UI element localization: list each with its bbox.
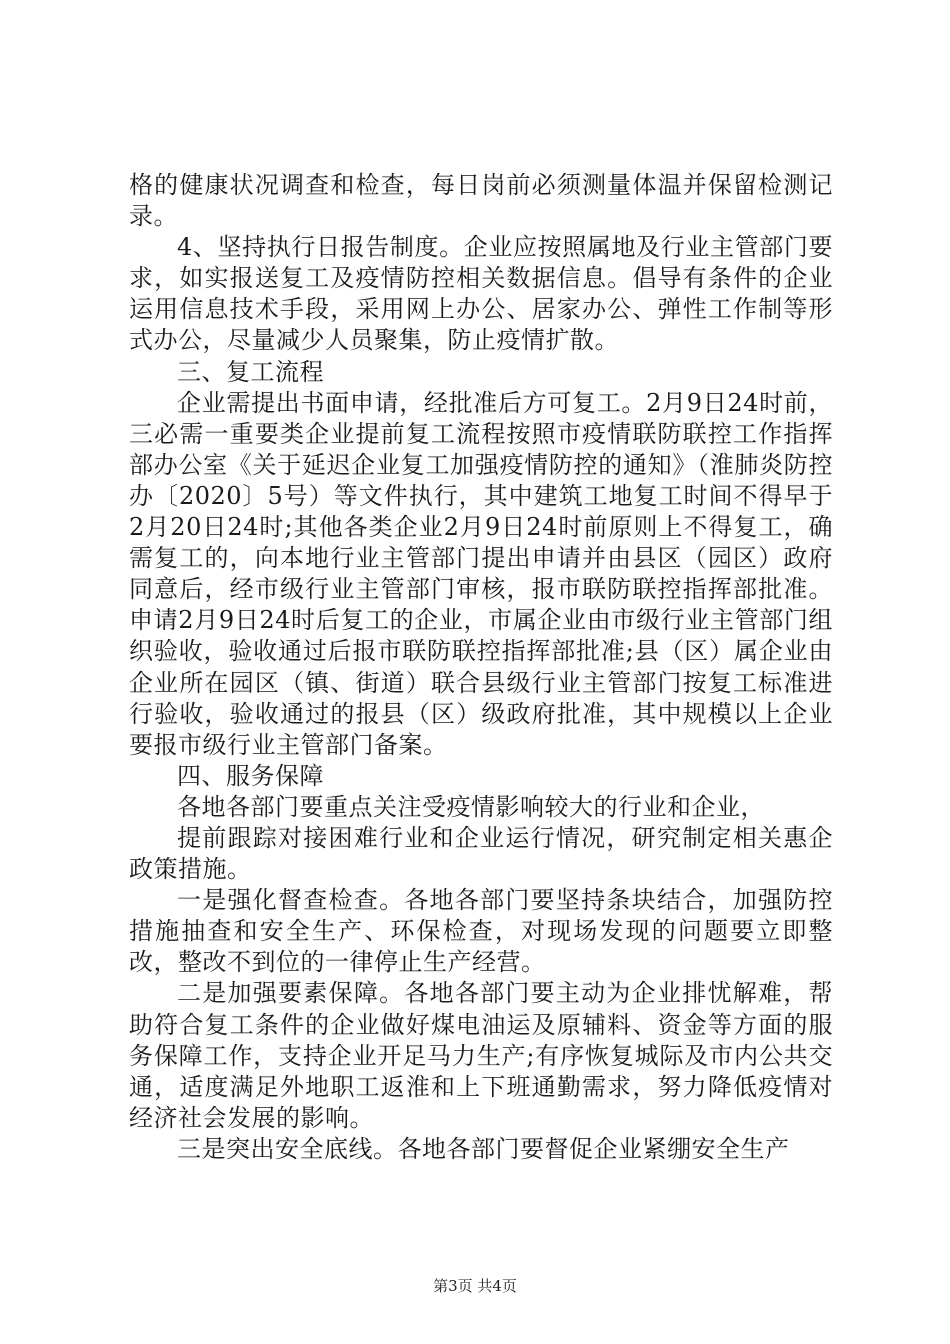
- paragraph-resource-guarantee: 二是加强要素保障。各地各部门要主动为企业排忧解难，帮助符合复工条件的企业做好煤电油运及原辅料、资金等方面的服务保障工作，支持企业开足马力生产;有序恢复城际及市内公共交通，适度满足外地职工返淮和上下班通勤需求，努力降低疫情对经济社会发展的影响。: [129, 979, 833, 1132]
- paragraph-resumption-process: 企业需提出书面申请，经批准后方可复工。2月9日24时前，三必需一重要类企业提前复工流程按照市疫情联防联控工作指挥部办公室《关于延迟企业复工加强疫情防控的通知》（淮肺炎防控办〔2020〕5号）等文件执行，其中建筑工地复工时间不得早于2月20日24时;其他各类企业2月9日24时前原则上不得复工，确需复工的，向本地行业主管部门提出申请并由县区（园区）政府同意后，经市级行业主管部门审核，报市联防联控指挥部批准。申请2月9日24时后复工的企业，市属企业由市级行业主管部门组织验收，验收通过后报市联防联控指挥部批准;县（区）属企业由企业所在园区（镇、街道）联合县级行业主管部门按复工标准进行验收，验收通过的报县（区）级政府批准，其中规模以上企业要报市级行业主管部门备案。: [129, 388, 833, 759]
- paragraph-daily-report: 4、坚持执行日报告制度。企业应按照属地及行业主管部门要求，如实报送复工及疫情防控相关数据信息。倡导有条件的企业运用信息技术手段，采用网上办公、居家办公、弹性工作制等形式办公，尽量减少人员聚集，防止疫情扩散。: [129, 233, 833, 355]
- paragraph-supervision: 一是强化督查检查。各地各部门要坚持条块结合，加强防控措施抽查和安全生产、环保检查，对现场发现的问题要立即整改，整改不到位的一律停止生产经营。: [129, 886, 833, 977]
- paragraph-safety-bottom-line: 三是突出安全底线。各地各部门要督促企业紧绷安全生产: [177, 1134, 790, 1163]
- section-heading-service-guarantee: 四、服务保障: [177, 761, 324, 790]
- paragraph-service-tracking: 提前跟踪对接困难行业和企业运行情况，研究制定相关惠企政策措施。: [129, 823, 833, 884]
- paragraph-continuation: 格的健康状况调查和检查，每日岗前必须测量体温并保留检测记录。: [129, 171, 833, 231]
- page-footer: 第3页 共4页: [433, 1277, 517, 1295]
- section-heading-resumption-process: 三、复工流程: [177, 357, 324, 386]
- paragraph-service-focus: 各地各部门要重点关注受疫情影响较大的行业和企业，: [177, 792, 765, 821]
- document-body: [129, 170, 833, 1165]
